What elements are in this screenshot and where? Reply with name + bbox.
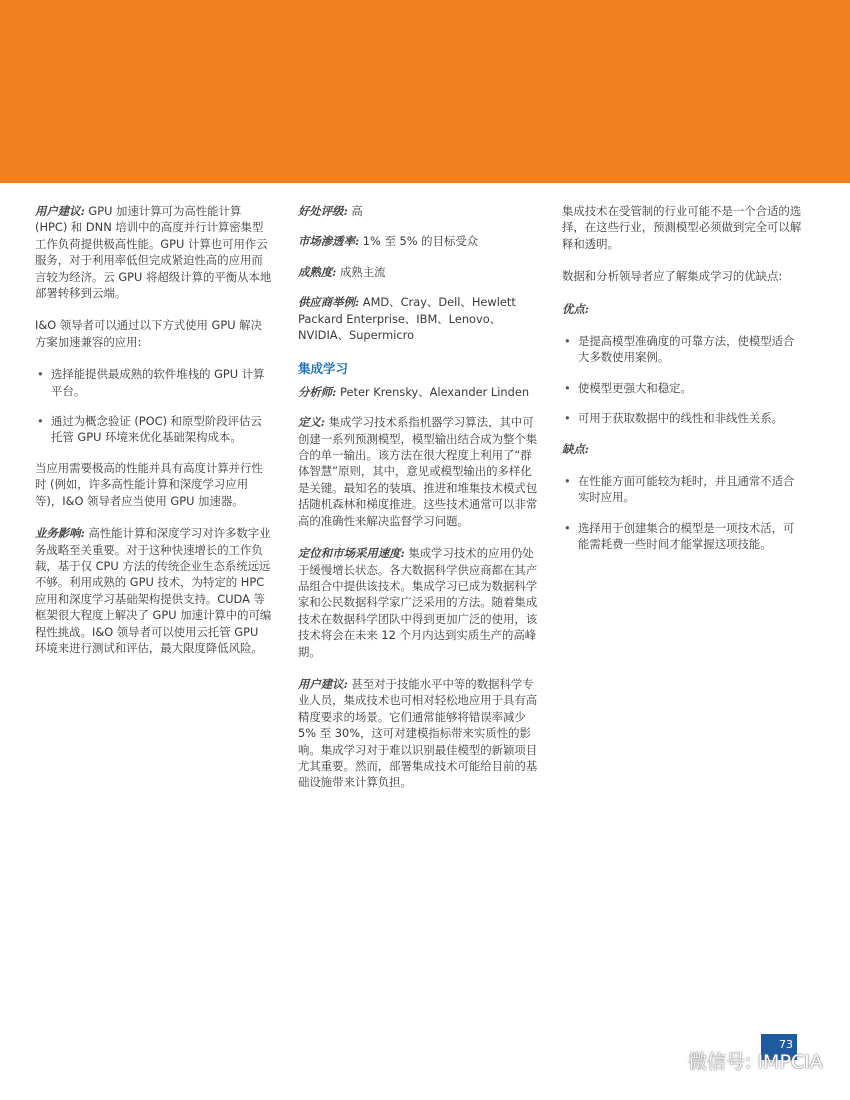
user-advice-ensemble-label: 用户建议: [298, 676, 348, 691]
section-title: 集成学习 [298, 361, 349, 377]
watermark-text: 微信号: IMPCIA [688, 1050, 823, 1073]
market-penetration-label: 市场渗透率: [298, 234, 360, 249]
benefit-rating-label: 好处评级: [298, 204, 348, 218]
position-paragraph [298, 545, 538, 660]
column-right [562, 203, 804, 567]
user-advice-label: 用户建议: [35, 204, 85, 218]
maturity [298, 264, 538, 280]
maturity-value: 成熟主流 [336, 264, 386, 279]
analysts-label: 分析师: [298, 384, 337, 399]
sample-vendors [298, 294, 538, 343]
business-impact-text: 高性能计算和深度学习对许多数字业务战略至关重要。对于这种快速增长的工作负载，基于仅 CPU 方法的传统企业生态系统远远不够。利用成熟的 GPU 技术，为特定的 HPC 应用和深度学习基础架构提供支持。CUDA 等框架很大程度上解决了 GPU 加速计算中的可编程性挑战。I&O 领导者可以使用云托管 GPU 环境来进行测试和评估，最大限度降低风险。 [35, 526, 272, 655]
list-item: • 使模型更强大和稳定。 [562, 380, 804, 396]
list-item: • 是提高模型准确度的可靠方法，使模型适合大多数使用案例。 [562, 333, 804, 366]
sample-vendors-label: 供应商举例: [298, 295, 360, 310]
column-left [35, 203, 273, 672]
user-advice-text: GPU 加速计算可为高性能计算 (HPC) 和 DNN 培训中的高度并行计算密集型工作负荷提供极高性能。GPU 计算也可用作云服务，对于利用率低但完成紧迫性高的应用而言较为经济。云 GPU 将超级计算的平衡从本地部署转移到云端。 [35, 204, 272, 301]
list-item: • 通过为概念验证 (POC) 和原型阶段评估云托管 GPU 环境来优化基础架构成本。 [35, 413, 273, 446]
definition-paragraph [298, 414, 538, 529]
user-advice-paragraph [35, 203, 273, 301]
position-text: 集成学习技术的应用仍处于缓慢增长状态。各大数据科学供应商都在其产品组合中提供该技术。集成学习已成为数据科学家和公民数据科学家广泛采用的方法。随着集成技术在数据科学团队中得到更加广泛的使用，该技术将会在未来 12 个月内达到实质生产的高峰期。 [298, 546, 538, 659]
list-item: • 选择能提供最成熟的软件堆栈的 GPU 计算平台。 [35, 366, 273, 399]
definition-label: 定义: [298, 415, 325, 430]
gpu-usage-paragraph: 当应用需要极高的性能并具有高度计算并行性时 (例如，许多高性能计算和深度学习应用等)，I&O 领导者应当使用 GPU 加速器。 [35, 460, 263, 508]
business-impact-label: 业务影响: [35, 526, 85, 541]
cons-label: 缺点: [562, 441, 589, 456]
io-bullet-list [35, 366, 273, 446]
regulated-industries-paragraph: 集成技术在受管制的行业可能不是一个合适的选择，在这些行业，预测模型必须做到完全可以解释和透明。 [562, 204, 802, 251]
list-item: • 选择用于创建集合的模型是一项技术活，可能需耗费一些时间才能掌握这项技能。 [562, 520, 804, 553]
analysts-value: Peter Krensky、Alexander Linden [336, 384, 530, 399]
position-label: 定位和市场采用速度: [298, 546, 405, 561]
sample-vendors-value: AMD、Cray、Dell、Hewlett Packard Enterprise、IBM、Lenovo、NVIDIA、Supermicro [298, 295, 516, 343]
definition-text: 集成学习技术系指机器学习算法，其中可创建一系列预测模型，模型输出结合成为整个集合的单一输出。该方法在很大程度上利用了“群体智慧”原则，其中，意见或模型输出的多样化是关键。最知名的装填、推进和堆集技术模式包括随机森林和梯度推进。这些技术通常可以非常高的准确性来解决监督学习问题。 [298, 415, 538, 528]
pros-cons-intro-paragraph: 数据和分析领导者应了解集成学习的优缺点: [562, 269, 783, 284]
pros-label: 优点: [562, 301, 589, 316]
list-item: • 在性能方面可能较为耗时，并且通常不适合实时应用。 [562, 473, 804, 506]
cons-list [562, 473, 804, 553]
page-number: 73 [761, 1034, 797, 1060]
header-banner [0, 0, 850, 183]
user-advice-ensemble-paragraph [298, 676, 538, 791]
wechat-icon [652, 1046, 688, 1075]
analysts [298, 384, 538, 400]
maturity-label: 成熟度: [298, 264, 337, 279]
watermark [652, 1046, 823, 1074]
io-intro-paragraph: I&O 领导者可以通过以下方式使用 GPU 解决方案加速兼容的应用: [35, 318, 262, 349]
market-penetration-value: 1% 至 5% 的目标受众 [359, 234, 479, 249]
column-middle [298, 203, 538, 807]
pros-list [562, 333, 804, 427]
business-impact-paragraph [35, 525, 273, 656]
user-advice-ensemble-text: 甚至对于技能水平中等的数据科学专业人员，集成技术也可相对轻松地应用于具有高精度要求的场景。它们通常能够将错误率减少 5% 至 30%，这可对建模指标带来实质性的影响。集成学习对于难以识别最佳模型的新颖项目尤其重要。然而，部署集成技术可能给目前的基础设施带来计算负担。 [298, 676, 538, 790]
benefit-rating-value: 高 [347, 204, 363, 218]
benefit-rating [298, 203, 538, 219]
list-item: • 可用于获取数据中的线性和非线性关系。 [562, 410, 804, 426]
market-penetration [298, 233, 538, 249]
